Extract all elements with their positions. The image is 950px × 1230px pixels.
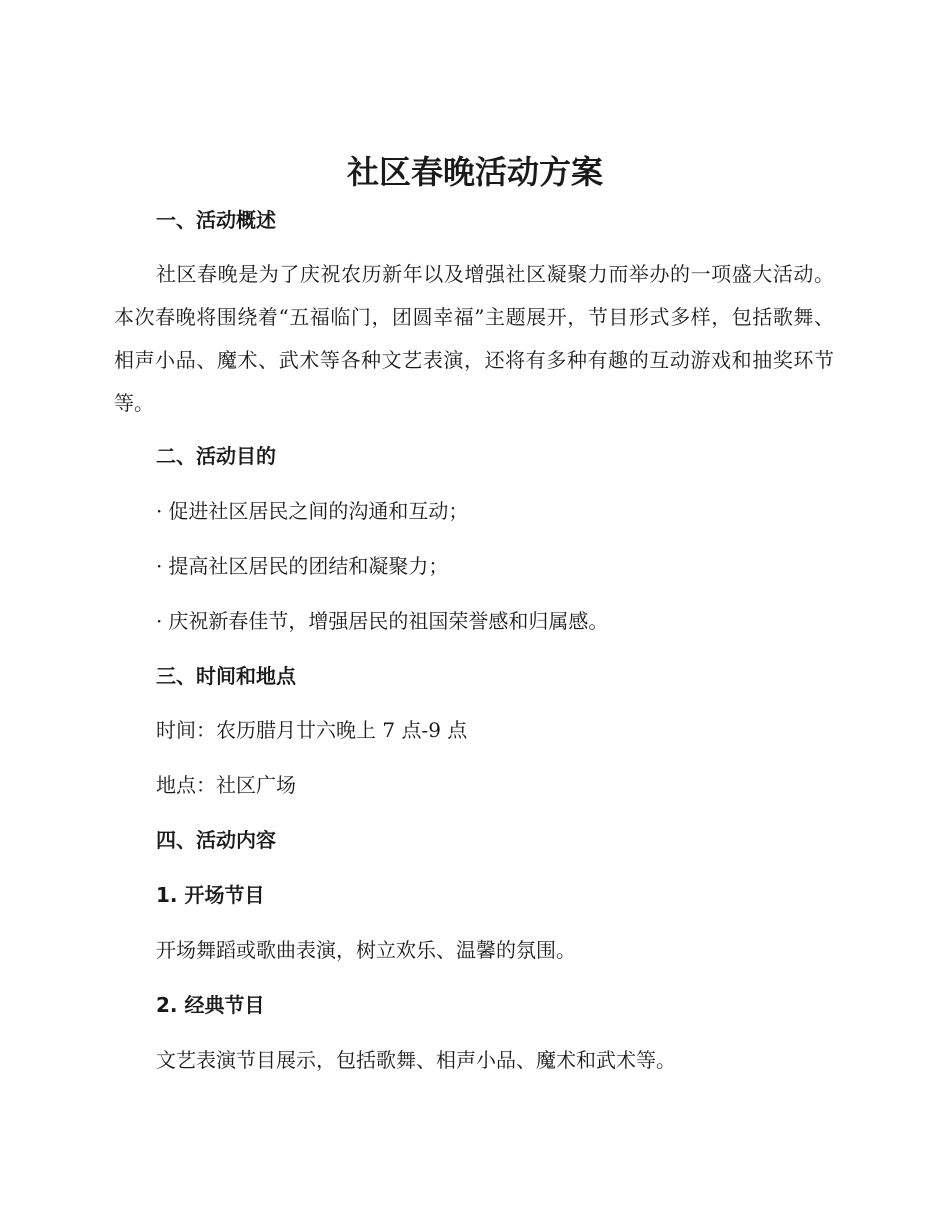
event-time: 时间：农历腊月廿六晚上 7 点-9 点 <box>156 718 468 742</box>
overview-paragraph: 社区春晚是为了庆祝农历新年以及增强社区凝聚力而举办的一项盛大活动。本次春晚将围绕着“五福临门，团圆幸福”主题展开，节目形式多样，包括歌舞、相声小品、魔术、武术等各种文艺表演，还将有多种有趣的互动游戏和抽奖环节等。 <box>114 262 834 415</box>
bullet-icon: · <box>156 554 163 578</box>
section-heading-time-place: 三、时间和地点 <box>156 664 296 688</box>
subsection-heading-classic: 2. 经典节目 <box>156 993 265 1017</box>
purpose-item-text: 促进社区居民之间的沟通和互动； <box>168 499 469 523</box>
purpose-item-text: 庆祝新春佳节，增强居民的祖国荣誉感和归属感。 <box>168 609 609 633</box>
section-heading-content: 四、活动内容 <box>156 828 276 852</box>
subsection-heading-opening: 1. 开场节目 <box>156 883 265 907</box>
event-place: 地点：社区广场 <box>156 773 296 797</box>
purpose-list-item <box>156 607 608 635</box>
bullet-icon: · <box>156 609 163 633</box>
bullet-icon: · <box>156 499 163 523</box>
document-title: 社区春晚活动方案 <box>346 153 603 191</box>
section-heading-overview: 一、活动概述 <box>156 208 276 232</box>
section-heading-purpose: 二、活动目的 <box>156 444 276 468</box>
purpose-list-item <box>156 552 448 580</box>
purpose-list-item <box>156 497 468 525</box>
purpose-item-text: 提高社区居民的团结和凝聚力； <box>168 554 449 578</box>
subsection-body-classic: 文艺表演节目展示，包括歌舞、相声小品、魔术和武术等。 <box>156 1048 676 1072</box>
subsection-body-opening: 开场舞蹈或歌曲表演，树立欢乐、温馨的氛围。 <box>156 938 576 962</box>
